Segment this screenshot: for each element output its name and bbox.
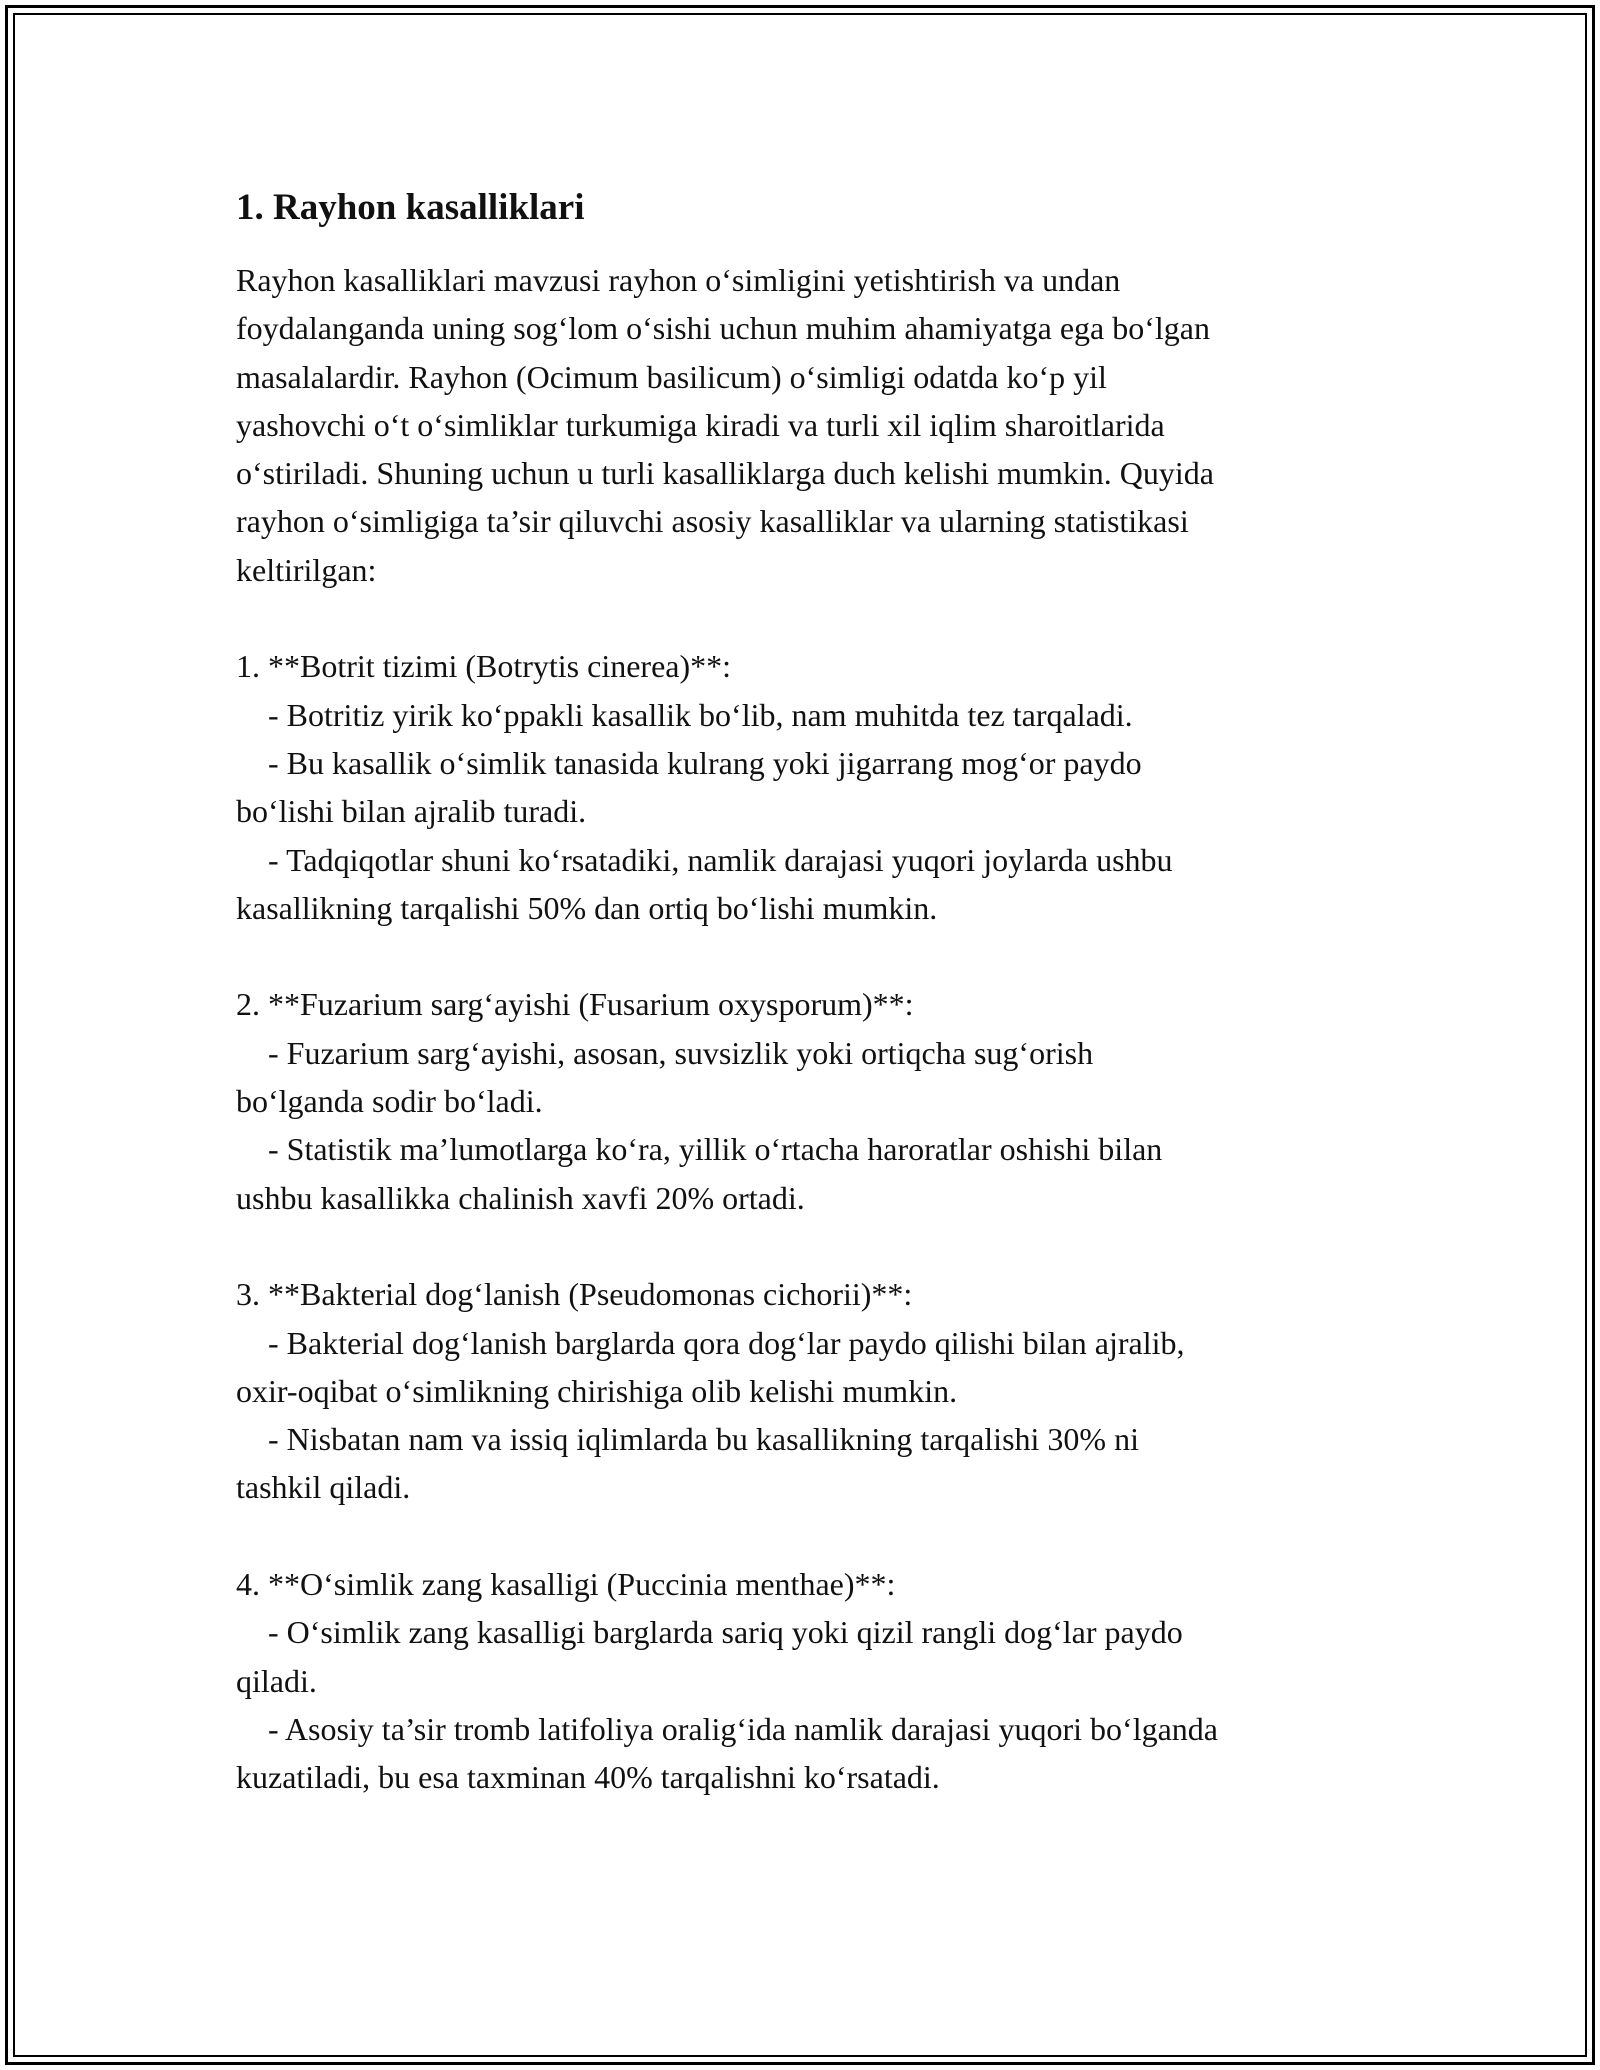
- section-body-text: Rayhon kasalliklari mavzusi rayhon o‘simligini yetishtirish va undan foydalanganda uning sog‘lom o‘sishi uchun muhim ahamiyatga ega bo‘lgan masalalardir. Rayhon (Ocimum basilicum) o‘simligi odatda ko‘p yil yashovchi o‘t o‘simliklar turkumiga kiradi va turli xil iqlim sharoitlarida o‘stiriladi. Shuning uchun u turli kasalliklarga duch kelishi mumkin. Quyida rayhon o‘simligiga ta’sir qiluvchi asosiy kasalliklar va ularning statistikasi keltirilgan: 1. **Botrit tizimi (Botrytis cinerea)**: - Botritiz yirik ko‘ppakli kasallik bo‘lib, nam muhitda tez tarqaladi. - Bu kasallik o‘simlik tanasida kulrang yoki jigarrang mog‘or paydo bo‘lishi bilan ajralib turadi. - Tadqiqotlar shuni ko‘rsatadiki, namlik darajasi yuqori joylarda ushbu kasallikning tarqalishi 50% dan ortiq bo‘lishi mumkin. 2. **Fuzarium sarg‘ayishi (Fusarium oxysporum)**: - Fuzarium sarg‘ayishi, asosan, suvsizlik yoki ortiqcha sug‘orish bo‘lganda sodir bo‘ladi. - Statistik ma’lumotlarga ko‘ra, yillik o‘rtacha haroratlar oshishi bilan ushbu kasallikka chalinish xavfi 20% ortadi. 3. **Bakterial dog‘lanish (Pseudomonas cichorii)**: - Bakterial dog‘lanish barglarda qora dog‘lar paydo qilishi bilan ajralib, oxir-oqibat o‘simlikning chirishiga olib kelishi mumkin. - Nisbatan nam va issiq iqlimlarda bu kasallikning tarqalishi 30% ni tashkil qiladi. 4. **O‘simlik zang kasalligi (Puccinia menthae)**: - O‘simlik zang kasalligi barglarda sariq yoki qizil rangli dog‘lar paydo qiladi. - Asosiy ta’sir tromb latifoliya oralig‘ida namlik darajasi yuqori bo‘lganda kuzatiladi, bu esa taxminan 40% tarqalishni ko‘rsatadi.: [236, 262, 1218, 1796]
- section-title: 1. Rayhon kasalliklari: [236, 187, 585, 228]
- document-content: [236, 184, 1386, 1802]
